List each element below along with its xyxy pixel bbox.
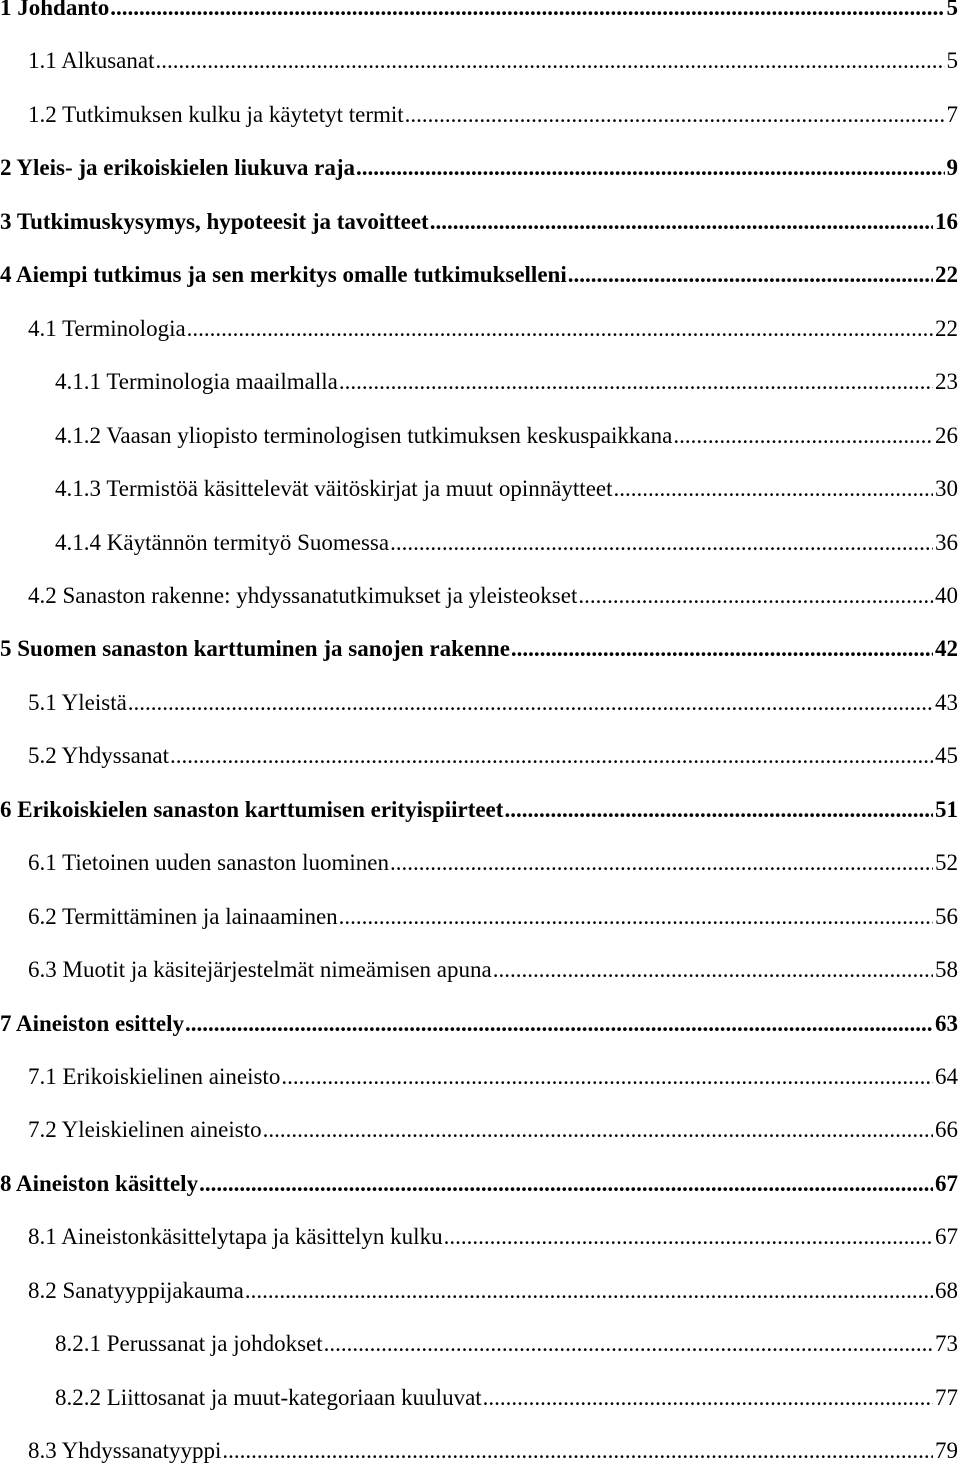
toc-entry[interactable] xyxy=(28,315,958,355)
toc-dot-leader xyxy=(187,315,933,343)
toc-dot-leader xyxy=(339,903,933,931)
toc-entry[interactable] xyxy=(28,1116,958,1156)
toc-entry-title: 4.1 Terminologia xyxy=(28,315,186,341)
toc-dot-leader xyxy=(128,689,933,717)
toc-entry-title: 7.2 Yleiskielinen aineisto xyxy=(28,1117,262,1143)
toc-entry[interactable] xyxy=(0,208,958,248)
toc-entry-title: 8.2.2 Liittosanat ja muut-kategoriaan kuuluvat xyxy=(55,1384,482,1410)
toc-dot-leader xyxy=(390,849,933,877)
toc-entry-title: 4 Aiempi tutkimus ja sen merkitys omalle tutkimukselleni xyxy=(0,262,567,288)
toc-entry-page-number: 67 xyxy=(935,1224,958,1250)
toc-entry-page-number: 36 xyxy=(935,529,958,555)
toc-dot-leader xyxy=(245,1277,933,1305)
toc-entry-title: 4.2 Sanaston rakenne: yhdyssanatutkimukset ja yleisteokset xyxy=(28,582,578,608)
toc-dot-leader xyxy=(356,154,944,182)
toc-entry[interactable] xyxy=(28,849,958,889)
toc-entry[interactable] xyxy=(55,368,958,408)
toc-entry-page-number: 67 xyxy=(935,1170,958,1196)
toc-dot-leader xyxy=(504,796,933,824)
toc-dot-leader xyxy=(673,422,933,450)
toc-dot-leader xyxy=(483,1384,933,1412)
toc-entry[interactable] xyxy=(55,422,958,462)
toc-entry-title: 6.3 Muotit ja käsitejärjestelmät nimeämisen apuna xyxy=(28,957,492,983)
toc-entry-page-number: 5 xyxy=(946,48,958,74)
toc-entry-title: 1.1 Alkusanat xyxy=(28,48,155,74)
toc-entry-page-number: 7 xyxy=(946,101,958,127)
toc-entry-page-number: 56 xyxy=(935,903,958,929)
toc-entry-title: 7.1 Erikoiskielinen aineisto xyxy=(28,1064,281,1089)
toc-dot-leader xyxy=(281,1063,933,1091)
toc-entry-title: 8 Aineiston käsittely xyxy=(0,1170,199,1196)
toc-entry-title: 6.1 Tietoinen uuden sanaston luominen xyxy=(28,850,389,876)
toc-entry-page-number: 73 xyxy=(935,1331,958,1357)
toc-entry[interactable] xyxy=(55,1384,958,1424)
toc-entry[interactable] xyxy=(28,47,958,87)
toc-entry-page-number: 79 xyxy=(935,1438,958,1464)
toc-dot-leader xyxy=(339,368,933,396)
toc-entry[interactable] xyxy=(55,529,958,569)
toc-dot-leader xyxy=(110,0,944,22)
toc-dot-leader xyxy=(511,635,933,663)
toc-entry[interactable] xyxy=(28,903,958,943)
toc-dot-leader xyxy=(568,261,933,289)
toc-entry-page-number: 77 xyxy=(935,1384,958,1410)
toc-entry-page-number: 42 xyxy=(935,636,958,662)
toc-entry-title: 6.2 Termittäminen ja lainaaminen xyxy=(28,903,338,929)
toc-dot-leader xyxy=(199,1170,933,1198)
toc-dot-leader xyxy=(390,529,933,557)
toc-dot-leader xyxy=(493,956,933,984)
toc-entry-page-number: 9 xyxy=(946,155,958,181)
toc-entry-page-number: 64 xyxy=(935,1064,958,1089)
toc-entry[interactable] xyxy=(28,1223,958,1263)
toc-entry[interactable] xyxy=(0,261,958,301)
toc-entry-title: 2 Yleis- ja erikoiskielen liukuva raja xyxy=(0,155,356,181)
toc-entry-title: 5.2 Yhdyssanat xyxy=(28,743,169,769)
toc-entry[interactable] xyxy=(28,1277,958,1317)
toc-entry[interactable] xyxy=(0,1170,958,1210)
toc-dot-leader xyxy=(405,101,945,129)
toc-entry-title: 8.2 Sanatyyppijakauma xyxy=(28,1277,244,1303)
toc-entry[interactable] xyxy=(0,796,958,836)
toc-entry[interactable] xyxy=(28,689,958,729)
toc-entry[interactable] xyxy=(0,154,958,194)
toc-entry-page-number: 40 xyxy=(935,582,958,608)
toc-dot-leader xyxy=(614,475,933,503)
toc-entry-title: 4.1.1 Terminologia maailmalla xyxy=(55,369,338,395)
toc-entry-page-number: 16 xyxy=(935,208,958,234)
toc-entry[interactable] xyxy=(0,0,958,34)
toc-entry[interactable] xyxy=(28,1437,958,1477)
toc-entry[interactable] xyxy=(28,101,958,141)
toc-dot-leader xyxy=(263,1116,933,1144)
toc-entry-title: 4.1.3 Termistöä käsittelevät väitöskirjat ja muut opinnäytteet xyxy=(55,476,613,502)
toc-entry[interactable] xyxy=(28,1063,958,1103)
toc-entry[interactable] xyxy=(0,1010,958,1050)
toc-entry-title: 7 Aineiston esittely xyxy=(0,1010,184,1036)
toc-entry-page-number: 26 xyxy=(935,422,958,448)
toc-dot-leader xyxy=(185,1010,933,1038)
toc-entry-title: 8.2.1 Perussanat ja johdokset xyxy=(55,1331,323,1357)
toc-entry-page-number: 51 xyxy=(935,796,958,822)
toc-entry[interactable] xyxy=(28,582,958,622)
toc-entry[interactable] xyxy=(55,1330,958,1370)
toc-entry-page-number: 58 xyxy=(935,957,958,983)
toc-entry-page-number: 45 xyxy=(935,743,958,769)
toc-entry-page-number: 66 xyxy=(935,1117,958,1143)
toc-dot-leader xyxy=(444,1223,933,1251)
toc-dot-leader xyxy=(156,47,945,75)
toc-dot-leader xyxy=(170,742,933,770)
toc-entry-page-number: 22 xyxy=(935,315,958,341)
toc-entry-title: 6 Erikoiskielen sanaston karttumisen erityispiirteet xyxy=(0,796,504,822)
toc-entry-page-number: 5 xyxy=(946,0,958,20)
toc-dot-leader xyxy=(324,1330,933,1358)
toc-entry-title: 1 Johdanto xyxy=(0,0,110,20)
toc-entry-title: 5.1 Yleistä xyxy=(28,689,127,715)
toc-entry-title: 4.1.2 Vaasan yliopisto terminologisen tutkimuksen keskuspaikkana xyxy=(55,422,673,448)
toc-entry[interactable] xyxy=(28,956,958,996)
toc-entry-page-number: 23 xyxy=(935,369,958,395)
toc-entry[interactable] xyxy=(28,742,958,782)
toc-entry-page-number: 30 xyxy=(935,476,958,502)
toc-entry-title: 8.1 Aineistonkäsittelytapa ja käsittelyn kulku xyxy=(28,1224,443,1250)
toc-entry-title: 4.1.4 Käytännön termityö Suomessa xyxy=(55,529,390,555)
toc-entry[interactable] xyxy=(0,635,958,675)
toc-entry-title: 5 Suomen sanaston karttuminen ja sanojen rakenne xyxy=(0,636,510,662)
toc-entry-title: 8.3 Yhdyssanatyyppi xyxy=(28,1438,222,1464)
toc-dot-leader xyxy=(578,582,933,610)
toc-entry-title: 1.2 Tutkimuksen kulku ja käytetyt termit xyxy=(28,101,404,127)
toc-entry-page-number: 63 xyxy=(935,1010,958,1036)
toc-entry-page-number: 52 xyxy=(935,850,958,876)
toc-dot-leader xyxy=(222,1437,933,1465)
toc-entry-page-number: 22 xyxy=(935,262,958,288)
toc-entry-title: 3 Tutkimuskysymys, hypoteesit ja tavoitteet xyxy=(0,208,429,234)
toc-entry-page-number: 68 xyxy=(935,1277,958,1303)
toc-entry[interactable] xyxy=(55,475,958,515)
toc-dot-leader xyxy=(430,208,933,236)
toc-entry-page-number: 43 xyxy=(935,689,958,715)
